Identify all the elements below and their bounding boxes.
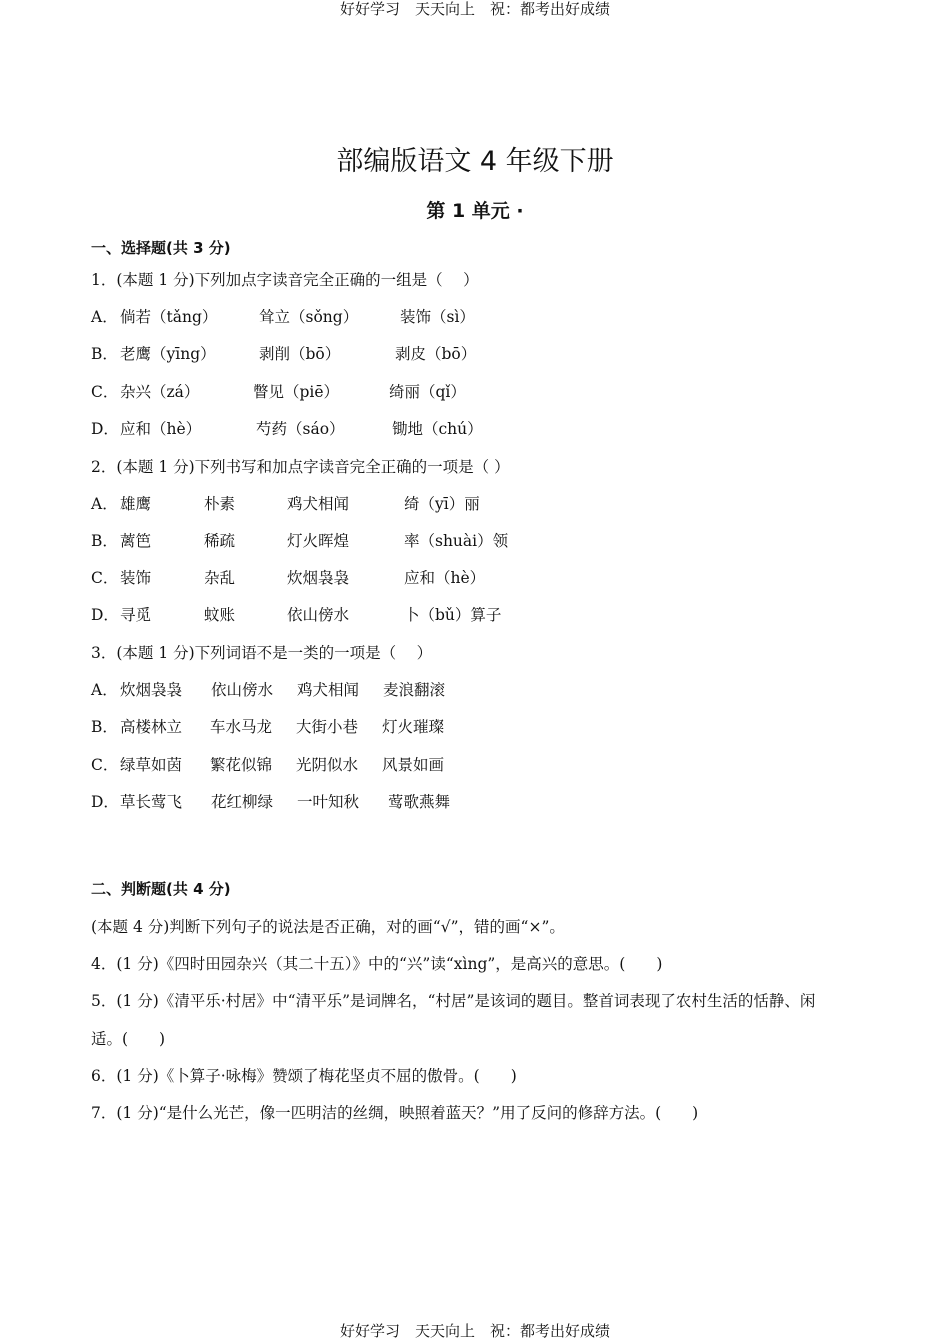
option-word: 大街小巷	[296, 718, 359, 736]
option-word: 绮（yī）丽	[404, 495, 480, 513]
option-key: B．	[91, 718, 118, 736]
option-word: 莺歌燕舞	[388, 793, 451, 811]
judgement-item-7: 7．(1 分)“是什么光芒，像一匹明洁的丝绸，映照着蓝天？”用了反问的修辞方法。( )	[91, 1104, 699, 1122]
option-word: 炊烟袅袅	[120, 681, 183, 699]
option-word: 应和（hè）	[120, 420, 202, 438]
option-word: 寻觅	[120, 606, 152, 624]
option-word: 绮丽（qǐ）	[389, 383, 466, 401]
option-word: 朴素	[204, 495, 236, 513]
option-word: 耸立（sǒng）	[259, 308, 359, 326]
option-word: 老鹰（yīng）	[120, 345, 216, 363]
option-key: A．	[91, 308, 118, 326]
question-1-option-d	[91, 419, 851, 439]
option-key: C．	[91, 383, 119, 401]
question-1-option-c	[91, 382, 851, 402]
judgement-item-4: 4．(1 分)《四时田园杂兴（其二十五）》中的“兴”读“xìng”，是高兴的意思。( )	[91, 955, 663, 973]
question-2-option-a	[91, 494, 851, 514]
page-header: 好好学习 天天向上 祝：都考出好成绩	[339, 0, 610, 18]
option-word: 花红柳绿	[211, 793, 274, 811]
option-word: 蚊账	[204, 606, 236, 624]
option-key: D．	[91, 420, 119, 438]
option-word: 麦浪翻滚	[383, 681, 446, 699]
section-heading-choice: 一、选择题(共 3 分)	[91, 239, 231, 257]
option-word: 绿草如茵	[120, 756, 183, 774]
option-word: 灯火晖煌	[287, 532, 350, 550]
option-word: 依山傍水	[287, 606, 350, 624]
option-word: 芍药（sáo）	[256, 420, 345, 438]
question-3-option-d	[91, 792, 851, 812]
option-word: 剥削（bō）	[259, 345, 341, 363]
question-2-option-b	[91, 531, 851, 551]
option-word: 杂兴（zá）	[120, 383, 200, 401]
option-word: 草长莺飞	[120, 793, 183, 811]
option-key: D．	[91, 606, 119, 624]
option-word: 稀疏	[204, 532, 236, 550]
option-word: 车水马龙	[210, 718, 273, 736]
option-word: 鸡犬相闻	[287, 495, 350, 513]
option-word: 高楼林立	[120, 718, 183, 736]
option-word: 锄地（chú）	[392, 420, 483, 438]
option-word: 率（shuài）领	[404, 532, 509, 550]
option-word: 风景如画	[382, 756, 445, 774]
option-word: 繁花似锦	[210, 756, 273, 774]
question-1-stem: 1．(本题 1 分)下列加点字读音完全正确的一组是（ ）	[91, 271, 479, 289]
option-word: 光阴似水	[296, 756, 359, 774]
question-3-stem: 3．(本题 1 分)下列词语不是一类的一项是（ ）	[91, 644, 433, 662]
option-word: 鸡犬相闻	[297, 681, 360, 699]
question-1-option-a	[91, 307, 851, 327]
judgement-item-5-continued: 适。( )	[91, 1030, 166, 1048]
option-key: B．	[91, 532, 118, 550]
option-key: B．	[91, 345, 118, 363]
option-key: A．	[91, 681, 118, 699]
option-word: 应和（hè）	[404, 569, 486, 587]
option-key: C．	[91, 569, 119, 587]
judgement-item-6: 6．(1 分)《卜算子·咏梅》赞颂了梅花坚贞不屈的傲骨。( )	[91, 1067, 517, 1085]
option-word: 装饰	[120, 569, 152, 587]
option-word: 蓠笆	[120, 532, 152, 550]
option-word: 灯火璀璨	[382, 718, 445, 736]
option-word: 装饰（sì）	[400, 308, 475, 326]
question-3-option-c	[91, 755, 851, 775]
option-word: 炊烟袅袅	[287, 569, 350, 587]
judgement-item-5: 5．(1 分)《清平乐·村居》中“清平乐”是词牌名，“村居”是该词的题目。整首词表现了农村生活的恬静、闲	[91, 992, 816, 1010]
question-3-option-a	[91, 680, 851, 700]
judgement-instructions: (本题 4 分)判断下列句子的说法是否正确，对的画“√”，错的画“×”。	[91, 918, 565, 936]
option-word: 倘若（tǎng）	[120, 308, 218, 326]
question-3-option-b	[91, 717, 851, 737]
option-word: 杂乱	[204, 569, 236, 587]
page-footer: 好好学习 天天向上 祝：都考出好成绩	[339, 1322, 610, 1340]
question-2-stem: 2．(本题 1 分)下列书写和加点字读音完全正确的一项是（ ）	[91, 458, 510, 476]
option-key: D．	[91, 793, 119, 811]
option-key: C．	[91, 756, 119, 774]
question-1-option-b	[91, 344, 851, 364]
section-heading-judgement: 二、判断题(共 4 分)	[91, 880, 231, 898]
option-word: 剥皮（bō）	[395, 345, 477, 363]
option-word: 瞥见（piē）	[253, 383, 340, 401]
option-word: 卜（bǔ）算子	[404, 606, 502, 624]
option-key: A．	[91, 495, 118, 513]
option-word: 一叶知秋	[297, 793, 360, 811]
question-2-option-c	[91, 568, 851, 588]
question-2-option-d	[91, 605, 851, 625]
option-word: 依山傍水	[211, 681, 274, 699]
unit-subtitle: 第 1 单元 ·	[426, 200, 524, 222]
option-word: 雄鹰	[120, 495, 152, 513]
document-title: 部编版语文 4 年级下册	[336, 146, 614, 177]
